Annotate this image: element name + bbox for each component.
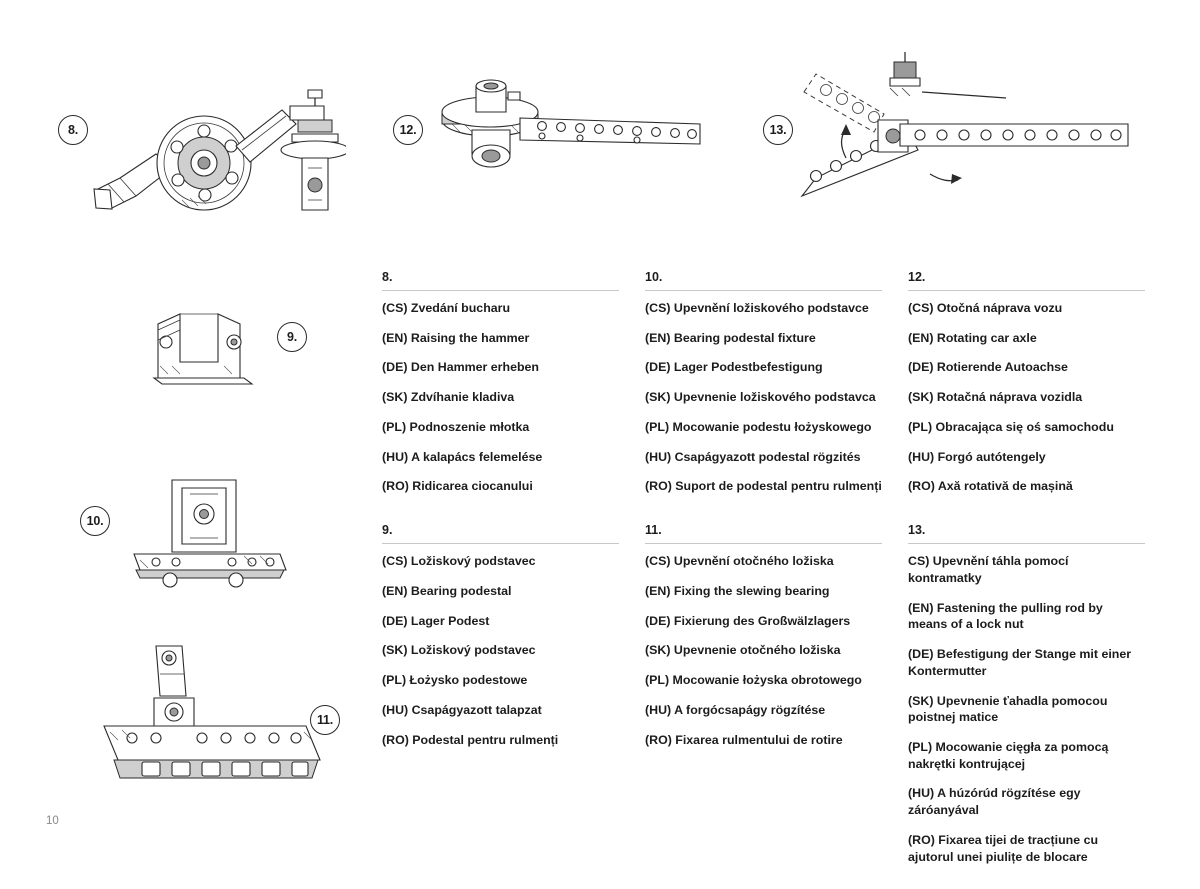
illustration-slewing-bearing-fixing — [98, 640, 338, 800]
caption-line-pl: (PL) Łożysko podestowe — [382, 673, 528, 688]
caption-line-de: (DE) Rotierende Autoachse — [908, 360, 1068, 375]
figure-label-13: 13. — [763, 115, 793, 145]
caption-line-en: (EN) Fixing the slewing bearing — [645, 583, 830, 598]
caption-line-ro: (RO) Suport de podestal pentru rulmenți — [645, 479, 882, 494]
caption-line-cs: (CS) Otočná náprava vozu — [908, 301, 1063, 315]
caption-line-ro: (RO) Ridicarea ciocanului — [382, 479, 533, 494]
caption-line-sk: (SK) Ložiskový podstavec — [382, 643, 536, 658]
figure-label-9: 9. — [277, 322, 307, 352]
caption-line-cs: CS) Upevnění táhla pomocí kontramatky — [908, 554, 1069, 585]
caption-column-1 — [382, 270, 645, 889]
figure-label-8: 8. — [58, 115, 88, 145]
illustration-pulling-rod-lock-nut — [790, 48, 1140, 198]
figure-label-11: 11. — [310, 705, 340, 735]
caption-entry-11 — [645, 523, 882, 748]
caption-line-hu: (HU) Forgó autótengely — [908, 449, 1046, 464]
caption-line-hu: (HU) A forgócsapágy rögzítése — [645, 702, 826, 717]
caption-line-de: (DE) Fixierung des Großwälzlagers — [645, 613, 851, 628]
caption-line-en: (EN) Bearing podestal — [382, 583, 512, 598]
caption-line-pl: (PL) Podnoszenie młotka — [382, 419, 530, 434]
caption-number-9: 9. — [382, 523, 619, 544]
caption-entry-13 — [908, 523, 1145, 865]
caption-line-pl: (PL) Obracająca się oś samochodu — [908, 419, 1114, 434]
caption-line-cs: (CS) Upevnění otočného ložiska — [645, 554, 834, 569]
caption-line-ro: (RO) Fixarea tijei de tracțiune cu ajutorul unei piulițe de blocare — [908, 832, 1099, 864]
page-number: 10 — [46, 815, 59, 827]
caption-line-sk: (SK) Zdvíhanie kladiva — [382, 390, 515, 405]
caption-line-sk: (SK) Upevnenie ťahadla pomocou poistnej matice — [908, 693, 1108, 725]
illustration-bearing-podestal — [140, 300, 280, 390]
caption-number-8: 8. — [382, 270, 619, 291]
caption-number-11: 11. — [645, 523, 882, 544]
caption-line-de: (DE) Den Hammer erheben — [382, 360, 539, 375]
caption-line-pl: (PL) Mocowanie cięgła za pomocą nakrętki kontrującej — [908, 740, 1109, 771]
caption-columns — [382, 270, 1172, 889]
caption-line-sk: (SK) Upevnenie ložiskového podstavca — [645, 390, 876, 405]
caption-entry-10 — [645, 270, 882, 495]
caption-line-en: (EN) Bearing podestal fixture — [645, 330, 816, 345]
caption-line-en: (EN) Fastening the pulling rod by means of a lock nut — [908, 600, 1103, 632]
caption-line-ro: (RO) Fixarea rulmentului de rotire — [645, 732, 843, 747]
illustration-bearing-podestal-fixture — [124, 470, 294, 590]
caption-line-sk: (SK) Rotačná náprava vozidla — [908, 390, 1083, 405]
caption-line-en: (EN) Raising the hammer — [382, 330, 530, 345]
caption-entry-12 — [908, 270, 1145, 495]
caption-line-en: (EN) Rotating car axle — [908, 330, 1037, 345]
caption-line-de: (DE) Lager Podest — [382, 613, 490, 628]
caption-number-12: 12. — [908, 270, 1145, 291]
caption-entry-9 — [382, 523, 619, 748]
caption-line-de: (DE) Lager Podestbefestigung — [645, 360, 823, 375]
caption-number-10: 10. — [645, 270, 882, 291]
caption-line-hu: (HU) Csapágyazott talapzat — [382, 702, 542, 717]
caption-line-cs: (CS) Zvedání bucharu — [382, 301, 511, 315]
caption-line-cs: (CS) Upevnění ložiskového podstavce — [645, 301, 869, 315]
illustration-hammer-lifting — [86, 50, 346, 220]
figure-label-10: 10. — [80, 506, 110, 536]
caption-line-hu: (HU) A húzórúd rögzítése egy záróanyával — [908, 786, 1081, 818]
caption-line-ro: (RO) Axă rotativă de mașină — [908, 479, 1073, 494]
caption-line-hu: (HU) Csapágyazott podestal rögzités — [645, 449, 861, 464]
caption-number-13: 13. — [908, 523, 1145, 544]
figure-label-12: 12. — [393, 115, 423, 145]
caption-line-pl: (PL) Mocowanie łożyska obrotowego — [645, 673, 862, 688]
caption-column-2 — [645, 270, 908, 889]
caption-column-3 — [908, 270, 1171, 889]
caption-line-sk: (SK) Upevnenie otočného ložiska — [645, 643, 841, 658]
caption-line-hu: (HU) A kalapács felemelése — [382, 449, 543, 464]
caption-line-cs: (CS) Ložiskový podstavec — [382, 554, 536, 569]
caption-line-ro: (RO) Podestal pentru rulmenți — [382, 732, 559, 747]
caption-line-de: (DE) Befestigung der Stange mit einer Kontermutter — [908, 647, 1132, 678]
caption-line-pl: (PL) Mocowanie podestu łożyskowego — [645, 419, 872, 434]
illustration-rotating-car-axle — [424, 68, 714, 188]
caption-entry-8 — [382, 270, 619, 495]
